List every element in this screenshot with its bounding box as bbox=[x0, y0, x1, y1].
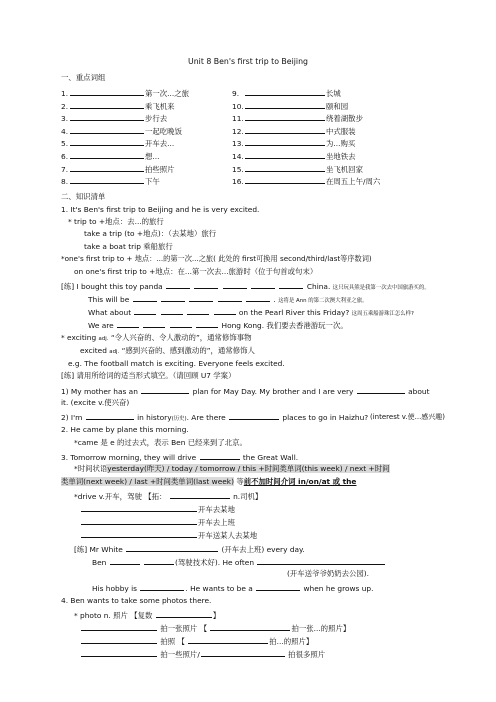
item2-note: *came 是 e 的过去式，表示 Ben 已经来到了北京。 bbox=[74, 438, 247, 447]
item3-exercise-2 bbox=[92, 557, 386, 566]
answer-blank[interactable] bbox=[257, 557, 385, 565]
drive-note bbox=[74, 491, 262, 500]
item3-sentence bbox=[61, 452, 298, 461]
phrase-meaning: 开车去某地 bbox=[198, 505, 235, 514]
exercise-translation: 我们要去香港游玩一次。 bbox=[266, 321, 348, 330]
exercise-text: when he grows up. bbox=[303, 584, 374, 593]
exercise-1 bbox=[61, 281, 430, 291]
answer-blank[interactable] bbox=[161, 307, 183, 315]
form-exercise-1-cont: it. (excite v.使兴奋) bbox=[61, 398, 130, 407]
exercise-text: China. bbox=[306, 282, 331, 291]
trip-example-2: take a boat trip 乘船旅行 bbox=[84, 242, 173, 251]
answer-blank[interactable] bbox=[223, 281, 247, 289]
answer-blank[interactable] bbox=[170, 491, 230, 499]
answer-blank[interactable] bbox=[245, 88, 325, 96]
exercise-text: 2) I'm bbox=[61, 413, 83, 422]
vocab-number: 6. bbox=[61, 152, 69, 161]
bracket: 【 bbox=[199, 624, 208, 633]
vocab-row bbox=[232, 126, 356, 135]
answer-blank[interactable] bbox=[196, 320, 218, 328]
vocab-row bbox=[61, 88, 189, 97]
vocab-meaning: 为...购买 bbox=[326, 139, 356, 149]
vocab-row bbox=[61, 176, 160, 185]
vocab-row bbox=[61, 138, 174, 147]
first-trip-note-2: on one's first trip to +地点：在...第一次去...旅游时（位于句首或句末） bbox=[74, 267, 318, 276]
answer-blank[interactable] bbox=[70, 88, 144, 96]
excited-note bbox=[80, 347, 255, 355]
excited-meaning: “感到兴奋的、感到激动的”，通常修饰人 bbox=[121, 346, 255, 355]
answer-blank[interactable] bbox=[210, 623, 290, 631]
answer-blank[interactable] bbox=[70, 138, 144, 146]
answer-blank[interactable] bbox=[189, 294, 213, 302]
phrase-meaning: 拍照 bbox=[160, 637, 176, 646]
vocab-number: 11. bbox=[232, 114, 244, 124]
vocab-meaning: 颐和园 bbox=[326, 101, 349, 111]
vocab-number: 12. bbox=[232, 126, 244, 136]
item3-exercise-2-hint: (开车送爷爷奶奶去公园). bbox=[287, 569, 370, 578]
exercise-translation: 这将是 Ann 的第二次澳大利亚之旅。 bbox=[278, 298, 368, 304]
answer-blank[interactable] bbox=[170, 320, 192, 328]
vocab-meaning: 想... bbox=[145, 152, 160, 161]
drive-phrase-line bbox=[80, 517, 235, 526]
answer-blank[interactable] bbox=[218, 294, 242, 302]
vocab-row bbox=[232, 176, 380, 185]
instruction-text: 请用所给词的适当形式填空。（请回顾 U7 学案） bbox=[76, 371, 236, 380]
exercise-text: 1) My mother has an bbox=[61, 387, 138, 396]
vocab-row bbox=[232, 101, 348, 110]
exercise-tag: [练] bbox=[61, 371, 75, 380]
note-text: 】 bbox=[212, 611, 221, 620]
answer-blank[interactable] bbox=[279, 281, 303, 289]
highlighted-text: yesterday(昨天) / today / tomorrow / this +时间类单词(this week) / next +时间 bbox=[107, 464, 390, 473]
answer-blank[interactable] bbox=[245, 176, 325, 184]
vocab-meaning: 坐飞机回家 bbox=[326, 164, 363, 174]
answer-blank[interactable] bbox=[256, 583, 300, 591]
vocab-meaning: 中式服装 bbox=[326, 126, 356, 136]
vocab-number: 8. bbox=[61, 177, 69, 187]
trip-example-1: take a trip (to +地点)：（去某地）旅行 bbox=[84, 229, 217, 238]
answer-blank[interactable] bbox=[110, 557, 140, 565]
answer-blank[interactable] bbox=[70, 164, 144, 172]
sentence-text: 3. Tomorrow morning, they will drive bbox=[61, 453, 197, 462]
answer-blank[interactable] bbox=[126, 544, 218, 552]
vocab-number: 7. bbox=[61, 164, 69, 174]
time-adverbial-note bbox=[74, 465, 390, 472]
exercise-text: Ben bbox=[92, 558, 107, 567]
answer-blank[interactable] bbox=[187, 307, 209, 315]
item4-sentence: 4. Ben wants to take some photos there. bbox=[61, 596, 212, 605]
exercise-text: What about bbox=[88, 308, 132, 317]
answer-blank[interactable] bbox=[156, 610, 212, 618]
exercise-2 bbox=[88, 294, 368, 304]
exercise-text: about bbox=[408, 387, 430, 396]
vocab-number: 4. bbox=[61, 126, 69, 136]
exercise-tag: [练] bbox=[61, 282, 75, 291]
exercise-text: I bought this toy panda bbox=[76, 282, 163, 291]
answer-blank[interactable] bbox=[81, 623, 157, 631]
vocab-number: 15. bbox=[232, 164, 244, 174]
answer-blank[interactable] bbox=[144, 557, 174, 565]
vocab-number: 9. bbox=[232, 89, 240, 98]
exercise-text: Mr White bbox=[89, 545, 123, 554]
answer-blank[interactable] bbox=[70, 126, 144, 134]
vocab-row bbox=[61, 164, 175, 173]
phrase-meaning: 拍一些照片/ bbox=[160, 650, 200, 659]
vocab-number: 1. bbox=[61, 89, 69, 98]
exercise-text: His hobby is bbox=[92, 584, 138, 593]
answer-blank[interactable] bbox=[194, 281, 218, 289]
exercise-text: . bbox=[273, 295, 276, 304]
exciting-meaning: “令人兴奋的、令人激动的”，通常修饰事物 bbox=[110, 333, 252, 342]
answer-blank[interactable] bbox=[357, 386, 405, 394]
answer-blank[interactable] bbox=[251, 281, 275, 289]
vocab-meaning: 乘飞机来 bbox=[145, 101, 175, 111]
vocab-row bbox=[232, 164, 363, 173]
exercise-text: Hong Kong. bbox=[221, 321, 265, 330]
answer-blank[interactable] bbox=[70, 113, 144, 121]
exercise-text: We are bbox=[88, 321, 114, 330]
vocab-row bbox=[232, 138, 355, 147]
drive-phrase-line bbox=[80, 504, 235, 513]
exercise-gloss: (历史) bbox=[171, 416, 187, 422]
exercise-text: on the Pearl River this Friday? bbox=[238, 308, 350, 317]
exercise-translation: 这只玩具熊是我第一次去中国旅游买的。 bbox=[332, 285, 430, 291]
answer-blank[interactable] bbox=[188, 636, 268, 644]
vocab-number: 16. bbox=[232, 177, 244, 187]
phrase-meaning: 开车送某人去某地 bbox=[198, 531, 258, 540]
exercise-text: in history bbox=[137, 413, 172, 422]
item3-exercise-1 bbox=[74, 544, 305, 553]
answer-blank[interactable] bbox=[70, 101, 144, 109]
answer-blank[interactable] bbox=[201, 649, 285, 657]
photo-note bbox=[74, 610, 220, 619]
vocab-meaning: 下午 bbox=[145, 177, 160, 187]
section1-heading: 一、重点词组 bbox=[61, 73, 106, 82]
answer-blank[interactable] bbox=[245, 113, 325, 121]
photo-line-2 bbox=[80, 636, 313, 645]
answer-blank[interactable] bbox=[81, 517, 197, 525]
phrase-meaning: 拍很多照片 bbox=[288, 650, 326, 659]
form-exercise-1 bbox=[61, 386, 429, 395]
answer-blank[interactable] bbox=[246, 294, 270, 302]
answer-blank[interactable] bbox=[140, 583, 184, 591]
part-of-speech: adj. bbox=[109, 349, 120, 355]
vocab-number: 10. bbox=[232, 101, 244, 111]
part-of-speech: adj. bbox=[98, 336, 109, 342]
answer-blank[interactable] bbox=[245, 151, 325, 159]
note-text: *drive v.开车，驾驶 【拓： bbox=[74, 492, 167, 501]
time-adverbial-note-2 bbox=[61, 478, 356, 485]
phrase-meaning: 开车去上班 bbox=[198, 518, 235, 527]
exercise-text: plan for May Day. My brother and I are very bbox=[192, 387, 354, 396]
highlighted-text: 类单词(next week) / last +时间类单词(last week) bbox=[61, 477, 234, 486]
first-trip-note: *one's first trip to + 地点：...的第一次...之旅( 此处的 first可换用 second/third/last等序数词) bbox=[61, 254, 372, 263]
excited-word: excited bbox=[80, 346, 107, 355]
answer-blank[interactable] bbox=[70, 151, 144, 159]
answer-blank[interactable] bbox=[143, 320, 165, 328]
answer-blank[interactable] bbox=[70, 176, 144, 184]
vocab-number: 2. bbox=[61, 101, 69, 111]
vocab-meaning: 绕着湖散步 bbox=[326, 114, 363, 124]
answer-blank[interactable] bbox=[200, 452, 240, 460]
exercise-text: This will be bbox=[88, 295, 130, 304]
answer-blank[interactable] bbox=[245, 164, 325, 172]
vocab-meaning: 长城 bbox=[326, 89, 341, 98]
item1-sentence: 1. It's Ben's first trip to Beijing and he is very excited. bbox=[61, 205, 260, 214]
note-text: n.司机】 bbox=[233, 492, 263, 501]
note-label: *时间状语 bbox=[74, 464, 108, 473]
phrase-meaning: 拍一张...的照片】 bbox=[291, 624, 351, 633]
vocab-number: 13. bbox=[232, 139, 244, 149]
exercise-text: places to go in Haizhu? bbox=[282, 413, 369, 422]
vocab-number: 3. bbox=[61, 114, 69, 124]
trip-note: * trip to +地点：去...的旅行 bbox=[68, 217, 164, 226]
answer-blank[interactable] bbox=[81, 530, 197, 538]
note-text: 等 bbox=[236, 477, 244, 486]
exercise-tag: [练] bbox=[74, 545, 88, 554]
answer-blank[interactable] bbox=[245, 126, 325, 134]
form-exercise-2-hint: (interest v.使...感兴趣) bbox=[370, 413, 446, 421]
answer-blank[interactable] bbox=[134, 307, 156, 315]
page-title: Unit 8 Ben's first trip to Beijing bbox=[188, 57, 308, 66]
answer-blank[interactable] bbox=[133, 294, 157, 302]
exercise-text: (驾驶技术好). He often bbox=[175, 558, 255, 567]
vocab-meaning: 开车去... bbox=[145, 139, 175, 149]
form-exercise-instructions bbox=[61, 372, 235, 379]
exercise-text: . Are there bbox=[186, 413, 226, 422]
exercise-4 bbox=[88, 320, 348, 329]
phrase-meaning: 拍...的照片】 bbox=[269, 637, 314, 646]
vocab-row bbox=[232, 113, 363, 122]
answer-blank[interactable] bbox=[214, 307, 236, 315]
exercise-translation: 这周五乘船游珠江怎么样? bbox=[351, 311, 414, 317]
answer-blank[interactable] bbox=[81, 636, 157, 644]
note-text: * photo n. 照片 【复数 bbox=[74, 611, 153, 620]
vocab-row bbox=[61, 101, 175, 110]
answer-blank[interactable] bbox=[166, 281, 190, 289]
item2-sentence: 2. He came by plane this morning. bbox=[61, 425, 189, 434]
vocab-row bbox=[61, 126, 182, 135]
excited-example: e.g. The football match is exciting. Everyone feels excited. bbox=[68, 359, 285, 368]
answer-blank[interactable] bbox=[81, 649, 157, 657]
vocab-number: 5. bbox=[61, 139, 69, 149]
vocab-meaning: 拍些照片 bbox=[145, 164, 175, 174]
section2-heading: 二、知识清单 bbox=[61, 192, 106, 201]
bracket: 【 bbox=[177, 637, 185, 646]
phrase-meaning: 拍一张照片 bbox=[160, 624, 198, 633]
exercise-3 bbox=[88, 307, 414, 317]
exercise-text: (开车去上班) every day. bbox=[221, 545, 305, 554]
drive-phrase-line bbox=[80, 530, 257, 539]
photo-line-3 bbox=[80, 649, 325, 658]
vocab-meaning: 第一次...之旅 bbox=[145, 89, 190, 98]
vocab-row bbox=[61, 113, 167, 122]
vocab-meaning: 步行去 bbox=[145, 114, 168, 124]
answer-blank[interactable] bbox=[86, 412, 134, 420]
form-exercise-2 bbox=[61, 412, 368, 422]
answer-blank[interactable] bbox=[229, 412, 279, 420]
answer-blank[interactable] bbox=[141, 386, 189, 394]
vocab-meaning: 一起吃晚饭 bbox=[145, 126, 182, 136]
answer-blank[interactable] bbox=[81, 504, 197, 512]
vocab-meaning: 在周五上午/周六 bbox=[326, 177, 381, 187]
exercise-text: . He wants to be a bbox=[185, 584, 253, 593]
vocab-row bbox=[232, 88, 341, 97]
photo-line-1 bbox=[80, 623, 350, 632]
answer-blank[interactable] bbox=[161, 294, 185, 302]
vocab-row bbox=[61, 151, 159, 160]
answer-blank[interactable] bbox=[245, 138, 325, 146]
exciting-word: * exciting bbox=[61, 333, 97, 342]
answer-blank[interactable] bbox=[117, 320, 139, 328]
sentence-text: the Great Wall. bbox=[242, 453, 299, 462]
bold-rule: 前不加时间介词 in/on/at 或 the bbox=[243, 477, 357, 486]
exciting-note bbox=[61, 334, 252, 342]
vocab-row bbox=[232, 151, 356, 160]
answer-blank[interactable] bbox=[245, 101, 325, 109]
vocab-number: 14. bbox=[232, 152, 244, 161]
item3-exercise-3 bbox=[92, 583, 373, 592]
vocab-meaning: 坐地铁去 bbox=[326, 152, 356, 161]
